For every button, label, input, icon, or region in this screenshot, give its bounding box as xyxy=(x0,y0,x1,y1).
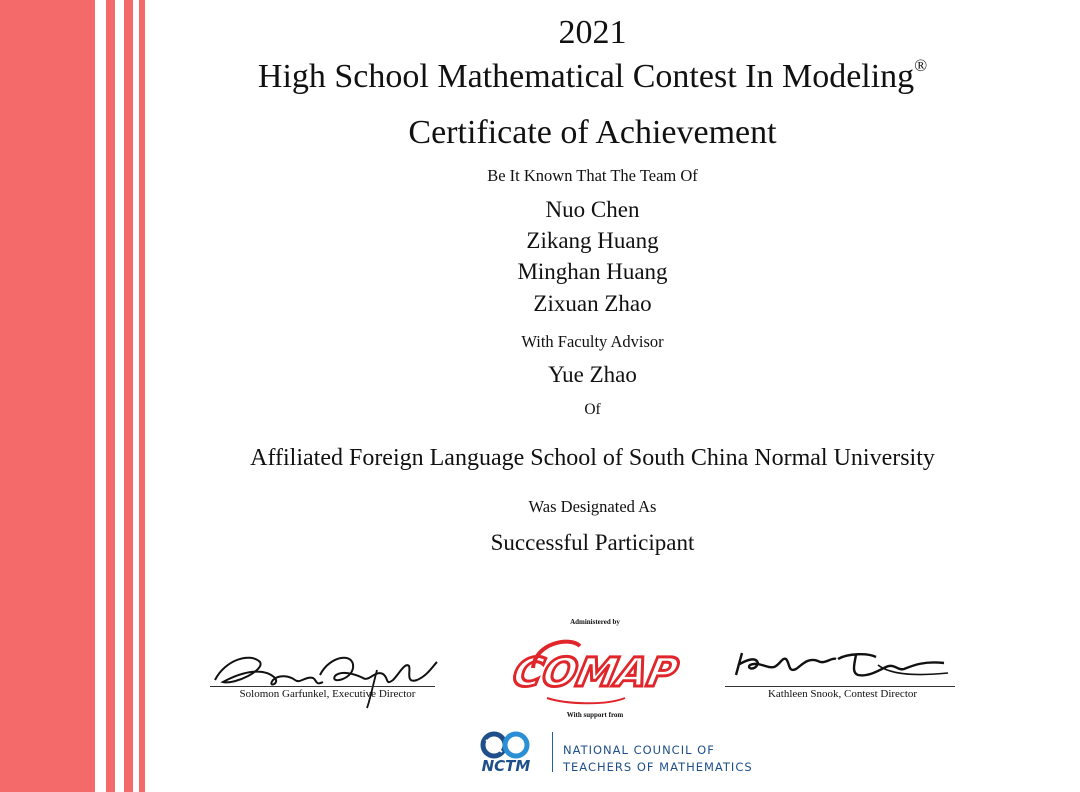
executive-director-caption: Solomon Garfunkel, Executive Director xyxy=(239,688,416,700)
support-label: With support from xyxy=(566,711,624,719)
team-member: Minghan Huang xyxy=(517,259,668,284)
award-designation: Successful Participant xyxy=(490,530,695,555)
nctm-logo-text: NCTM xyxy=(481,757,531,775)
team-member: Zikang Huang xyxy=(526,228,659,253)
nctm-logo xyxy=(472,728,547,774)
nctm-name-line2: TEACHERS OF MATHEMATICS xyxy=(563,760,753,774)
nctm-divider xyxy=(552,732,553,772)
nctm-name-line1: NATIONAL COUNCIL OF xyxy=(563,743,715,757)
border-stripe xyxy=(106,0,115,792)
comap-logo-text: COMAP xyxy=(508,648,683,696)
advisor-name: Yue Zhao xyxy=(548,362,637,387)
of-label: Of xyxy=(584,401,601,418)
certificate-title: Certificate of Achievement xyxy=(408,114,777,151)
signature-line xyxy=(725,686,955,687)
certificate-year: 2021 xyxy=(558,14,627,51)
contest-name-text: High School Mathematical Contest In Modeling xyxy=(257,58,915,95)
team-member: Nuo Chen xyxy=(545,197,640,222)
designated-label: Was Designated As xyxy=(528,497,657,516)
contest-name xyxy=(165,58,1020,96)
signature-line xyxy=(210,686,435,687)
team-member: Zixuan Zhao xyxy=(533,291,652,316)
contest-director-signature xyxy=(728,645,953,690)
administered-by-label: Administered by xyxy=(570,618,620,626)
school-name: Affiliated Foreign Language School of South China Normal University xyxy=(250,445,935,471)
advisor-label: With Faculty Advisor xyxy=(521,332,664,351)
comap-logo xyxy=(508,628,683,708)
registered-mark: ® xyxy=(914,56,928,75)
contest-director-caption: Kathleen Snook, Contest Director xyxy=(767,688,918,700)
border-stripe-wide xyxy=(0,0,95,792)
border-stripe xyxy=(124,0,133,792)
border-stripe xyxy=(139,0,145,792)
team-intro: Be It Known That The Team Of xyxy=(487,166,698,185)
